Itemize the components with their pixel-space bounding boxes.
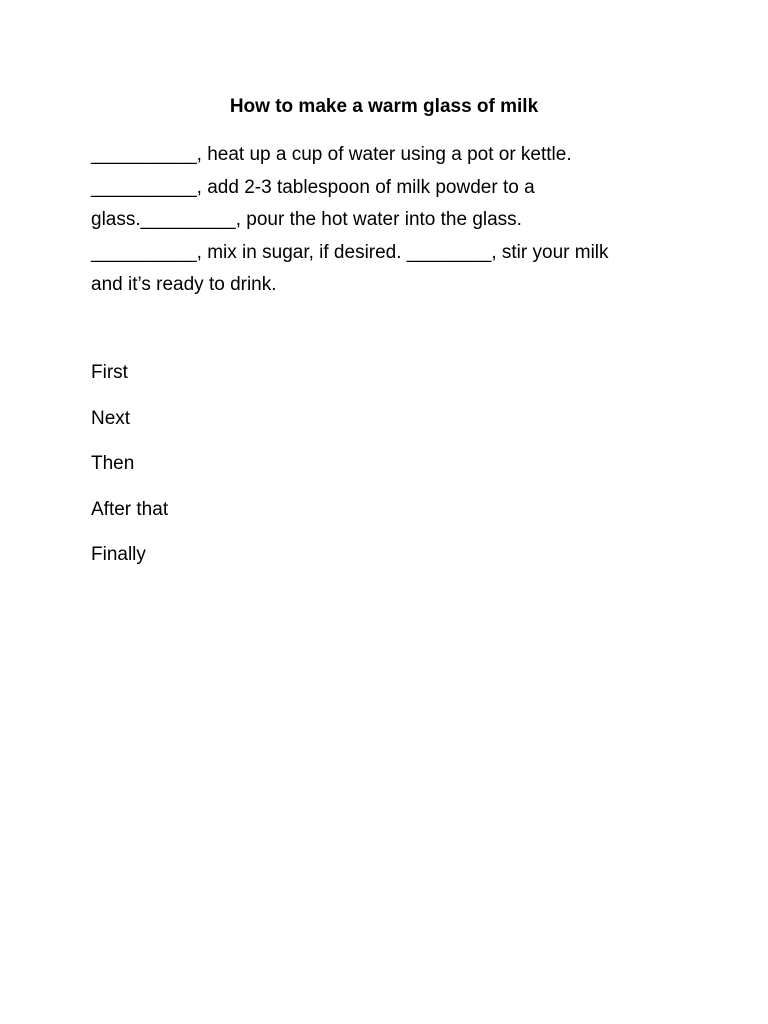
word-bank-item: First [91, 362, 128, 383]
document-title: How to make a warm glass of milk [229, 96, 539, 117]
passage-line: __________, heat up a cup of water using a pot or kettle. [91, 144, 572, 165]
word-bank-list [91, 360, 168, 588]
fill-in-passage [91, 139, 691, 302]
word-bank-item: Then [91, 453, 135, 474]
passage-line: and it’s ready to drink. [91, 274, 277, 295]
word-bank-item: Finally [91, 544, 146, 565]
word-bank-item: After that [91, 498, 169, 520]
passage-line: glass._________, pour the hot water into the glass. [91, 209, 522, 230]
passage-line: __________, add 2-3 tablespoon of milk powder to a [91, 176, 535, 198]
passage-line: __________, mix in sugar, if desired. ________, stir your milk [91, 241, 609, 263]
word-bank-item: Next [91, 407, 131, 429]
